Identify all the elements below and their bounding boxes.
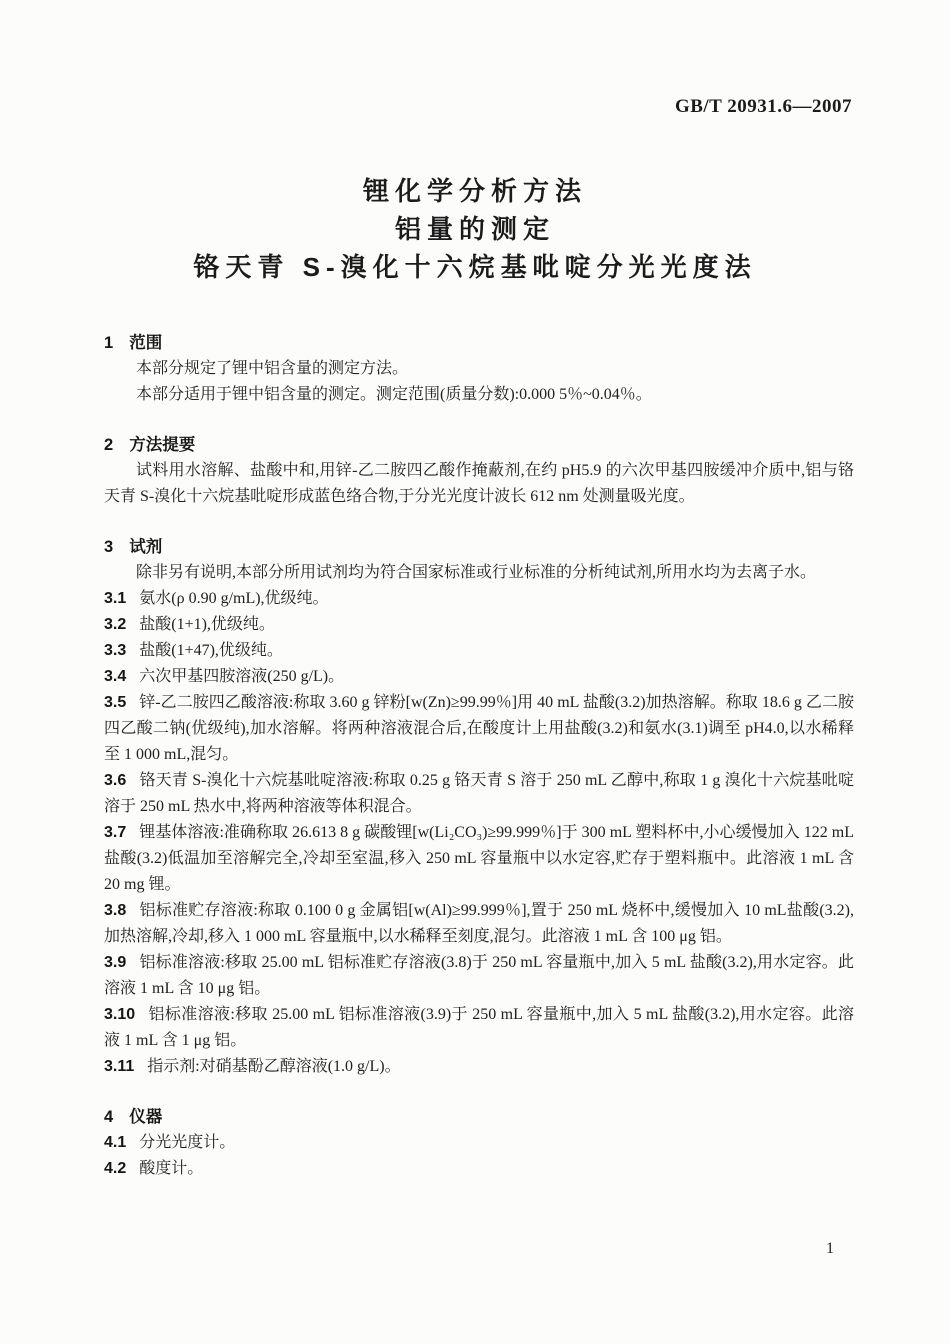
item-number: 3.11: [104, 1058, 135, 1075]
item-number: 3.8: [104, 902, 127, 919]
item-text: 锂基体溶液:准确称取 26.613 8 g 碳酸锂[w(Li₂CO₃)≥99.999％]于 300 mL 塑料杯中,小心缓慢加入 122 mL 盐酸(3.2)低温加至溶解完全,冷却至室温,移入 250 mL 容量瓶中以水定容,贮存于塑料瓶中。此溶液 1 mL 含 20 mg 锂。: [104, 824, 854, 893]
reagent-item-3-8: [104, 898, 854, 950]
reagent-item-3-9: [104, 950, 854, 1002]
page-number: 1: [826, 1240, 834, 1257]
item-number: 3.5: [104, 694, 127, 711]
instrument-item-4-1: [104, 1130, 854, 1156]
item-text: 氨水(ρ 0.90 g/mL),优级纯。: [139, 590, 329, 607]
section-2-number: 2: [104, 436, 114, 454]
section-4-title: 仪器: [129, 1108, 163, 1126]
reagent-item-3-11: [104, 1054, 854, 1080]
reagent-item-3-10: [104, 1002, 854, 1054]
item-text: 指示剂:对硝基酚乙醇溶液(1.0 g/L)。: [147, 1058, 401, 1075]
item-text: 锌-乙二胺四乙酸溶液:称取 3.60 g 锌粉[w(Zn)≥99.99％]用 40 mL 盐酸(3.2)加热溶解。称取 18.6 g 乙二胺四乙酸二钠(优级纯),加水溶解。将两种溶液混合后,在酸度计上用盐酸(3.2)和氨水(3.1)调至 pH4.0,以水稀释至 1 000 mL,混匀。: [104, 694, 854, 763]
item-number: 3.7: [104, 824, 127, 841]
section-1-heading: [104, 330, 854, 356]
title-line-1: 锂化学分析方法: [362, 176, 587, 206]
document-title: [0, 172, 950, 286]
item-text: 盐酸(1+47),优级纯。: [139, 642, 283, 659]
reagent-item-3-6: [104, 768, 854, 820]
item-text: 酸度计。: [139, 1160, 204, 1177]
item-text: 铬天青 S-溴化十六烷基吡啶溶液:称取 0.25 g 铬天青 S 溶于 250 mL 乙醇中,称取 1 g 溴化十六烷基吡啶溶于 250 mL 热水中,将两种溶液等体积混合。: [104, 772, 854, 815]
section-3-intro: 除非另有说明,本部分所用试剂均为符合国家标准或行业标准的分析纯试剂,所用水均为去离子水。: [136, 564, 817, 581]
item-text: 分光光度计。: [139, 1134, 236, 1151]
section-1-paragraph-1: 本部分规定了锂中铝含量的测定方法。: [136, 360, 409, 377]
section-3-number: 3: [104, 538, 114, 556]
item-number: 4.1: [104, 1134, 127, 1151]
document-body: [0, 330, 950, 1182]
item-text: 盐酸(1+1),优级纯。: [139, 616, 275, 633]
item-number: 3.9: [104, 954, 127, 971]
item-number: 3.3: [104, 642, 127, 659]
reagent-item-3-7: [104, 820, 854, 898]
item-number: 4.2: [104, 1160, 127, 1177]
instrument-item-4-2: [104, 1156, 854, 1182]
section-4-heading: [104, 1104, 854, 1130]
item-text: 六次甲基四胺溶液(250 g/L)。: [139, 668, 345, 685]
item-number: 3.4: [104, 668, 127, 685]
item-number: 3.6: [104, 772, 127, 789]
reagent-item-3-4: [104, 664, 854, 690]
reagent-item-3-3: [104, 638, 854, 664]
item-text: 铝标准贮存溶液:称取 0.100 0 g 金属铝[w(Al)≥99.999％],置于 250 mL 烧杯中,缓慢加入 10 mL盐酸(3.2),加热溶解,冷却,移入 1 000 mL 容量瓶中,以水稀释至刻度,混匀。此溶液 1 mL 含 100 μg 铝。: [104, 902, 854, 945]
section-2-heading: [104, 432, 854, 458]
section-1-title: 范围: [129, 334, 163, 352]
item-text: 铝标准溶液:移取 25.00 mL 铝标准溶液(3.9)于 250 mL 容量瓶中,加入 5 mL 盐酸(3.2),用水定容。此溶液 1 mL 含 1 μg 铝。: [104, 1006, 854, 1049]
section-1-number: 1: [104, 334, 114, 352]
item-text: 铝标准溶液:移取 25.00 mL 铝标准贮存溶液(3.8)于 250 mL 容量瓶中,加入 5 mL 盐酸(3.2),用水定容。此溶液 1 mL 含 10 μg 铝。: [104, 954, 854, 997]
section-4-number: 4: [104, 1108, 114, 1126]
item-number: 3.1: [104, 590, 127, 607]
item-number: 3.10: [104, 1006, 136, 1023]
section-3-heading: [104, 534, 854, 560]
reagent-item-3-1: [104, 586, 854, 612]
reagent-item-3-2: [104, 612, 854, 638]
section-2-title: 方法提要: [129, 436, 196, 454]
standard-number: GB/T 20931.6—2007: [674, 96, 852, 117]
section-2-paragraph-1: 试料用水溶解、盐酸中和,用锌-乙二胺四乙酸作掩蔽剂,在约 pH5.9 的六次甲基四胺缓冲介质中,铝与铬天青 S-溴化十六烷基吡啶形成蓝色络合物,于分光光度计波长 612 nm 处测量吸光度。: [104, 462, 854, 505]
title-line-3: 铬天青 S-溴化十六烷基吡啶分光光度法: [193, 252, 757, 282]
title-line-2: 铝量的测定: [394, 214, 555, 244]
reagent-item-3-5: [104, 690, 854, 768]
item-number: 3.2: [104, 616, 127, 633]
section-1-paragraph-2: 本部分适用于锂中铝含量的测定。测定范围(质量分数):0.000 5％~0.04％。: [136, 386, 652, 403]
section-3-title: 试剂: [129, 538, 163, 556]
